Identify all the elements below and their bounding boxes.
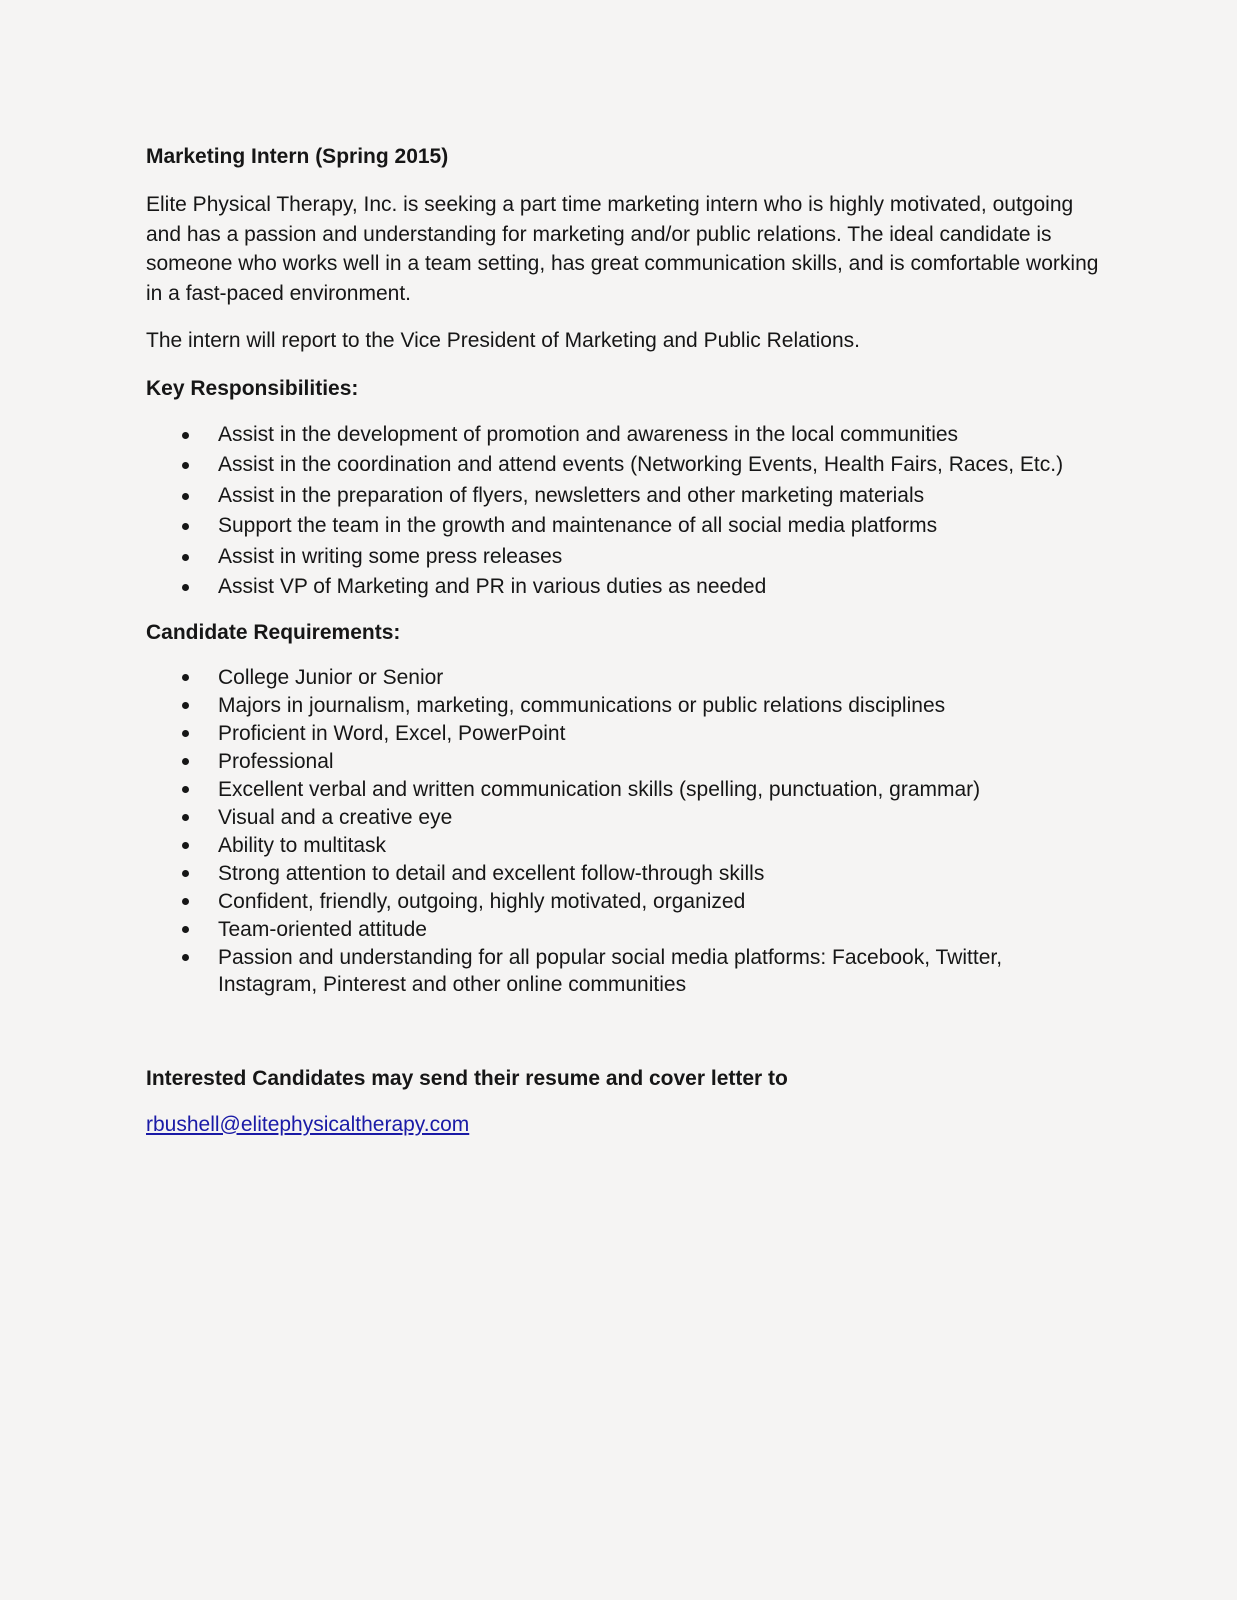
document-content	[146, 142, 1106, 1140]
list-item-text: Majors in journalism, marketing, communications or public relations disciplines	[218, 693, 946, 717]
list-item	[146, 572, 1106, 602]
bullet-icon	[182, 870, 189, 877]
list-item	[146, 860, 1106, 887]
list-item	[146, 420, 1106, 450]
list-item-text: Excellent verbal and written communication skills (spelling, punctuation, grammar)	[218, 777, 981, 801]
bullet-icon	[182, 814, 189, 821]
list-item	[146, 776, 1106, 803]
list-item	[146, 804, 1106, 831]
bullet-icon	[182, 554, 189, 561]
bullet-icon	[182, 786, 189, 793]
list-item	[146, 692, 1106, 719]
list-item-text: Assist in writing some press releases	[218, 544, 563, 568]
requirements-list	[146, 664, 1106, 998]
list-item-text: Assist in the preparation of flyers, newsletters and other marketing materials	[218, 483, 925, 507]
list-item-text: Visual and a creative eye	[218, 805, 453, 829]
responsibilities-heading: Key Responsibilities:	[146, 376, 359, 400]
bullet-icon	[182, 730, 189, 737]
list-item	[146, 664, 1106, 691]
list-item-text: Support the team in the growth and maintenance of all social media platforms	[218, 514, 938, 537]
intro-paragraph: Elite Physical Therapy, Inc. is seeking a part time marketing intern who is highly motivated, outgoing and has a passion and understanding for marketing and/or public relations. The ideal candidate is someone who works well in a team setting, has great communication skills, and is comfortable working in a fast-paced environment.	[146, 193, 1099, 305]
bullet-icon	[182, 674, 189, 681]
bullet-icon	[182, 926, 189, 933]
bullet-icon	[182, 462, 189, 469]
list-item	[146, 944, 1106, 998]
bullet-icon	[182, 954, 189, 961]
report-paragraph: The intern will report to the Vice President of Marketing and Public Relations.	[146, 329, 860, 352]
email-link[interactable]: rbushell@elitephysicaltherapy.com	[146, 1112, 470, 1136]
list-item-text: Ability to multitask	[218, 833, 387, 857]
bullet-icon	[182, 898, 189, 905]
list-item-text: Confident, friendly, outgoing, highly motivated, organized	[218, 889, 746, 913]
list-item	[146, 888, 1106, 915]
list-item-text: Assist in the coordination and attend events (Networking Events, Health Fairs, Races, Etc.)	[218, 453, 1064, 476]
bullet-icon	[182, 493, 189, 500]
bullet-icon	[182, 702, 189, 709]
bullet-icon	[182, 432, 189, 439]
list-item	[146, 832, 1106, 859]
bullet-icon	[182, 584, 189, 591]
list-item	[146, 481, 1106, 511]
list-item	[146, 748, 1106, 775]
list-item	[146, 450, 1106, 480]
list-item	[146, 511, 1106, 541]
list-item-text: Assist VP of Marketing and PR in various duties as needed	[218, 575, 767, 598]
requirements-heading: Candidate Requirements:	[146, 620, 401, 644]
list-item-text: Passion and understanding for all popular social media platforms: Facebook, Twitter, Instagram, Pinterest and other online communities	[218, 945, 1003, 996]
list-item-text: College Junior or Senior	[218, 665, 444, 689]
job-title: Marketing Intern (Spring 2015)	[146, 145, 449, 168]
list-item-text: Assist in the development of promotion and awareness in the local communities	[218, 422, 959, 446]
responsibilities-list	[146, 420, 1106, 602]
list-item-text: Proficient in Word, Excel, PowerPoint	[218, 721, 566, 745]
list-item	[146, 542, 1106, 572]
bullet-icon	[182, 523, 189, 530]
bullet-icon	[182, 758, 189, 765]
closing-statement: Interested Candidates may send their resume and cover letter to	[146, 1066, 788, 1090]
bullet-icon	[182, 842, 189, 849]
list-item	[146, 720, 1106, 747]
list-item-text: Team-oriented attitude	[218, 917, 427, 941]
list-item	[146, 916, 1106, 943]
list-item-text: Professional	[218, 749, 334, 773]
list-item-text: Strong attention to detail and excellent follow-through skills	[218, 861, 765, 885]
